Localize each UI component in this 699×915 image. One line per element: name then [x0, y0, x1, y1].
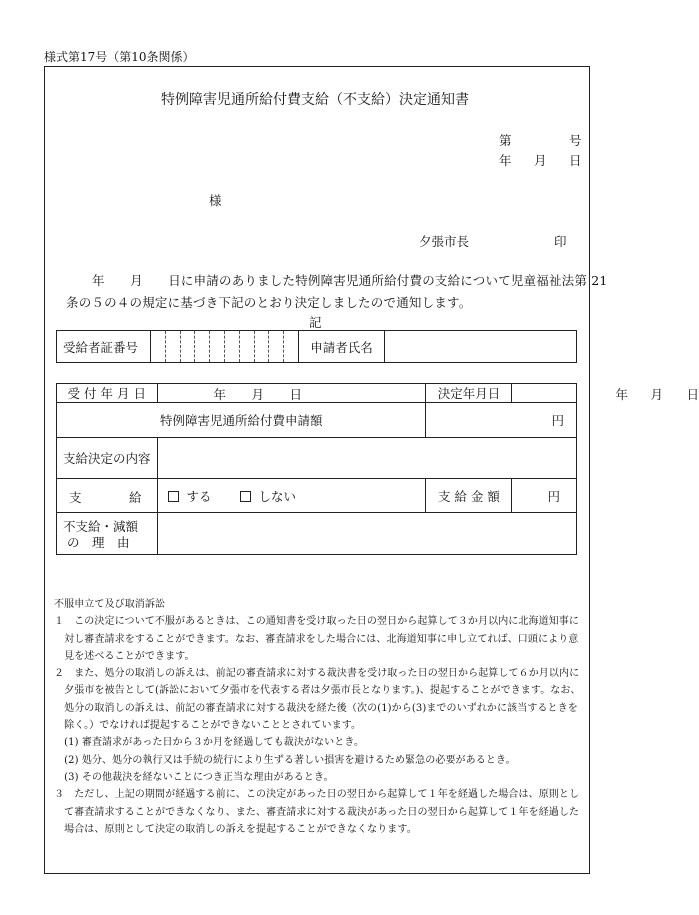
- date-month: 月: [534, 153, 547, 168]
- notes-line: ３ ただし、上記の期間が経過する前に、この決定があった日の翌日から起算して１年を経過した場合は、原則とし: [54, 789, 580, 801]
- payment-label: [57, 479, 158, 513]
- decision-table: [56, 383, 699, 555]
- payment-label-b: 給: [129, 490, 142, 505]
- notes-heading: 不服申立て及び取消訴訟: [54, 599, 166, 610]
- decision-year: 年: [615, 387, 628, 402]
- number-prefix: 第: [499, 133, 512, 148]
- received-year: 年: [213, 387, 227, 402]
- application-amount-field[interactable]: [426, 403, 577, 438]
- option-no-label: しない: [258, 488, 297, 504]
- decision-content-label: 支給決定の内容: [57, 438, 158, 479]
- recipient-table: [56, 330, 577, 363]
- received-date-label: 受 付 年 月 日: [57, 384, 158, 403]
- document-title: 特例障害児通所給付費支給（不支給）決定通知書: [161, 92, 469, 108]
- reason-label-2: の 理 由: [67, 534, 130, 550]
- recipient-no-field[interactable]: [151, 331, 299, 363]
- received-date-field[interactable]: [157, 384, 426, 403]
- notes-line: ２ また、処分の取消しの訴えは、前記の審査請求に対する裁決書を受け取った日の翌日から起算して６か月以内に: [54, 668, 580, 680]
- option-yes-checkbox[interactable]: [168, 491, 179, 502]
- notes-section: [54, 596, 581, 838]
- notes-line: 見を述べることができます。: [54, 650, 195, 662]
- payment-label-a: 支: [69, 490, 82, 505]
- date-day: 日: [569, 153, 582, 168]
- notes-line: (1) 審査請求があった日から３か月を経過しても裁決がないとき。: [54, 737, 365, 749]
- date-year: 年: [499, 153, 512, 168]
- notes-line: 除く。）でなければ提起することができないこととされています。: [54, 720, 362, 732]
- payment-options: [157, 479, 426, 513]
- notes-line: (3) その他裁決を経ないことにつき正当な理由があるとき。: [54, 771, 334, 783]
- option-yes-label: する: [186, 488, 212, 504]
- addressee-honorific: 様: [209, 193, 222, 208]
- notes-line: 場合は、原則として決定の取消しの訴えを提起することができなくなります。: [54, 823, 417, 835]
- decision-month: 月: [650, 387, 663, 402]
- received-month: 月: [251, 387, 265, 402]
- payment-amount-field[interactable]: [512, 479, 577, 513]
- decision-content-field[interactable]: [157, 438, 576, 479]
- reason-label-1: 不支給・減額: [63, 518, 139, 534]
- applicant-name-label: 申請者氏名: [299, 331, 385, 363]
- body-line-1: 年 月 日に申請のありました特例障害児通所給付費の支給について児童福祉法第 21: [92, 273, 608, 288]
- received-day: 日: [289, 387, 303, 402]
- option-no-checkbox[interactable]: [240, 491, 251, 502]
- notes-line: 夕張市を被告として(訴訟において夕張市を代表する者は夕張市長となります。)、提起することができます。なお、: [54, 685, 581, 697]
- payment-yen: 円: [547, 488, 560, 504]
- decision-date-field[interactable]: [512, 384, 699, 403]
- notes-line: (2) 処分、処分の執行又は手続の続行により生ずる著しい損害を避けるため緊急の必要があるとき。: [54, 754, 516, 766]
- application-amount-label: 特例障害児通所給付費申請額: [57, 403, 426, 438]
- notes-line: １ この決定について不服があるときは、この通知書を受け取った日の翌日から起算して３か月以内に北海道知事に: [54, 616, 579, 628]
- ki-label: 記: [309, 315, 322, 330]
- notes-line: 対し審査請求をすることができます。なお、審査請求をした場合には、北海道知事に申し立てれば、口頭により意: [54, 633, 579, 645]
- notes-line: 処分の取消しの訴えは、前記の審査請求に対する裁決を経た後（次の(1)から(3)までのいずれかに該当するときを: [54, 702, 578, 714]
- form-number: 様式第17号（第10条関係）: [44, 50, 195, 64]
- decision-date-label: 決定年月日: [426, 384, 512, 403]
- payment-amount-label: 支 給 金 額: [426, 479, 512, 513]
- recipient-no-label: 受給者証番号: [57, 331, 151, 363]
- applicant-name-field[interactable]: [385, 331, 577, 363]
- notes-line: て審査請求することができなくなり、また、審査請求に対する裁決があった日の翌日から起算して１年を経過した: [54, 806, 580, 818]
- decision-day: 日: [686, 387, 699, 402]
- issuer-name: 夕張市長: [419, 234, 470, 249]
- application-yen: 円: [551, 413, 564, 428]
- reason-field[interactable]: [157, 513, 576, 555]
- issuer-seal: 印: [554, 234, 567, 249]
- body-line-2: 条の５の４の規定に基づき下記のとおり決定しましたので通知します。: [66, 295, 472, 310]
- reason-label: [57, 513, 158, 555]
- number-suffix: 号: [569, 133, 582, 148]
